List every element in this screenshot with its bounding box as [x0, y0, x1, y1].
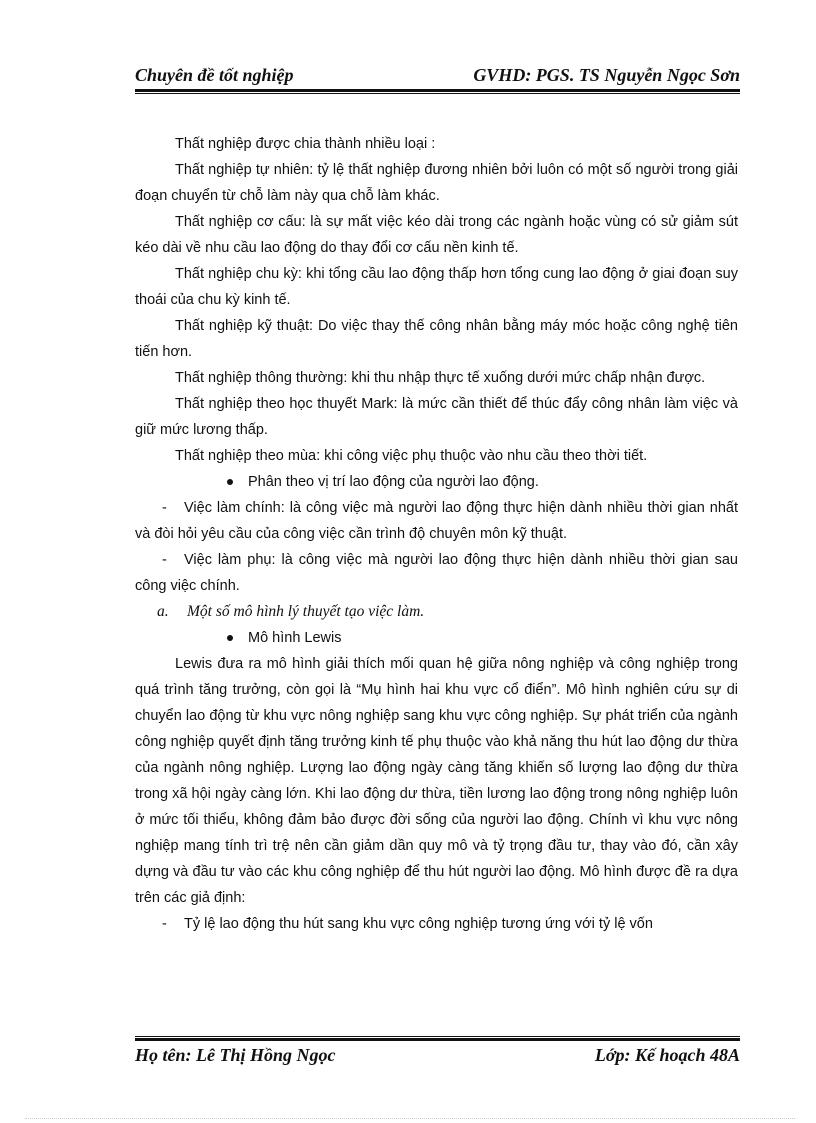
- bullet-text: Mô hình Lewis: [248, 630, 342, 646]
- dash-item-main-job: [135, 495, 738, 547]
- bullet-item-lewis: [135, 625, 738, 651]
- footer-student-name: Họ tên: Lê Thị Hồng Ngọc: [135, 1044, 336, 1065]
- dash-text: Việc làm chính: là công việc mà người lao động thực hiện dành nhiều thời gian nhất và đòi hỏi yêu cầu của công việc cần trình độ chuyên môn kỹ thuật.: [135, 500, 738, 542]
- dash-item-side-job: [135, 547, 738, 599]
- bullet-dot-icon: [227, 479, 233, 485]
- dash-mark: -: [162, 552, 167, 568]
- page-body: [135, 131, 738, 937]
- header-rule-thin: [135, 93, 740, 94]
- header-advisor: GVHD: PGS. TS Nguyễn Ngọc Sơn: [473, 65, 740, 85]
- header-rule-thick: [135, 89, 740, 92]
- paragraph-seasonal-unemployment: Thất nghiệp theo mùa: khi công việc phụ thuộc vào nhu cầu theo thời tiết.: [175, 448, 648, 464]
- section-heading-text: Một số mô hình lý thuyết tạo việc làm.: [187, 603, 425, 620]
- dash-mark: -: [162, 916, 167, 932]
- paragraph-structural-unemployment: Thất nghiệp cơ cấu: là sự mất việc kéo dài trong các ngành hoặc vùng có sử giảm sút kéo dài về nhu cầu lao động do thay đổi cơ cấu nền kinh tế.: [135, 214, 738, 256]
- page-footer: [135, 1042, 740, 1068]
- dash-mark: -: [162, 500, 167, 516]
- paragraph-cyclical-unemployment: Thất nghiệp chu kỳ: khi tổng cầu lao động thấp hơn tổng cung lao động ở giai đoạn suy thoái của chu kỳ kinh tế.: [135, 266, 738, 308]
- header-thesis-title: Chuyên đề tốt nghiệp: [135, 65, 294, 85]
- paragraph-normal-unemployment: Thất nghiệp thông thường: khi thu nhập thực tế xuống dưới mức chấp nhận được.: [175, 370, 706, 386]
- paragraph-lewis-model: Lewis đưa ra mô hình giải thích mối quan hệ giữa nông nghiệp và công nghiệp trong quá trình tăng trưởng, còn gọi là “Mụ hình hai khu vực cổ điển”. Mô hình nghiên cứu sự di chuyển lao động từ khu vực nông nghiệp sang khu vực công nghiệp. Sự phát triển của ngành công nghiệp quyết định tăng trưởng kinh tế phụ thuộc vào khả năng thu hút lao động dư thừa của ngành nông nghiệp. Lượng lao động ngày càng tăng khiến số lượng lao động dư thừa trong xã hội ngày càng lớn. Khi lao động dư thừa, tiền lương lao động trong nông nghiệp luôn ở mức tối thiểu, không đảm bảo được đời sống của người lao động. Chính vì khu vực nông nghiệp mang tính trì trệ nên cần giảm dần quy mô và tỷ trọng đầu tư, thay vào đó, cần xây dựng và đầu tư vào các khu công nghiệp để thu hút người lao động. Mô hình được đề ra dựa trên các giả định:: [135, 656, 738, 906]
- dash-text: Tỷ lệ lao động thu hút sang khu vực công nghiệp tương ứng với tỷ lệ vốn: [184, 916, 653, 932]
- bullet-item-position: [135, 469, 738, 495]
- bullet-text: Phân theo vị trí lao động của người lao động.: [248, 474, 539, 490]
- paragraph-technical-unemployment: Thất nghiệp kỹ thuật: Do việc thay thế công nhân bằng máy móc hoặc công nghệ tiên tiến hơn.: [135, 318, 738, 360]
- page-header: [135, 60, 740, 86]
- paragraph-natural-unemployment: Thất nghiệp tự nhiên: tỷ lệ thất nghiệp đương nhiên bởi luôn có một số người trong giải đoạn chuyển từ chỗ làm này qua chỗ làm khác.: [135, 162, 738, 204]
- dash-item-labor-ratio: [135, 911, 738, 937]
- paragraph-marx-unemployment: Thất nghiệp theo học thuyết Mark: là mức cần thiết để thúc đẩy công nhân làm việc và giữ mức lương thấp.: [135, 396, 738, 438]
- section-heading: [135, 599, 738, 625]
- section-letter: a.: [157, 603, 169, 620]
- bullet-dot-icon: [227, 635, 233, 641]
- paragraph-types-intro: Thất nghiệp được chia thành nhiều loại :: [175, 136, 436, 152]
- footer-rule-thin: [135, 1036, 740, 1037]
- page-bottom-border: [25, 1118, 795, 1119]
- footer-class: Lớp: Kế hoạch 48A: [594, 1044, 740, 1065]
- footer-rule-thick: [135, 1038, 740, 1041]
- dash-text: Việc làm phụ: là công việc mà người lao động thực hiện dành nhiều thời gian sau công việc chính.: [135, 552, 738, 594]
